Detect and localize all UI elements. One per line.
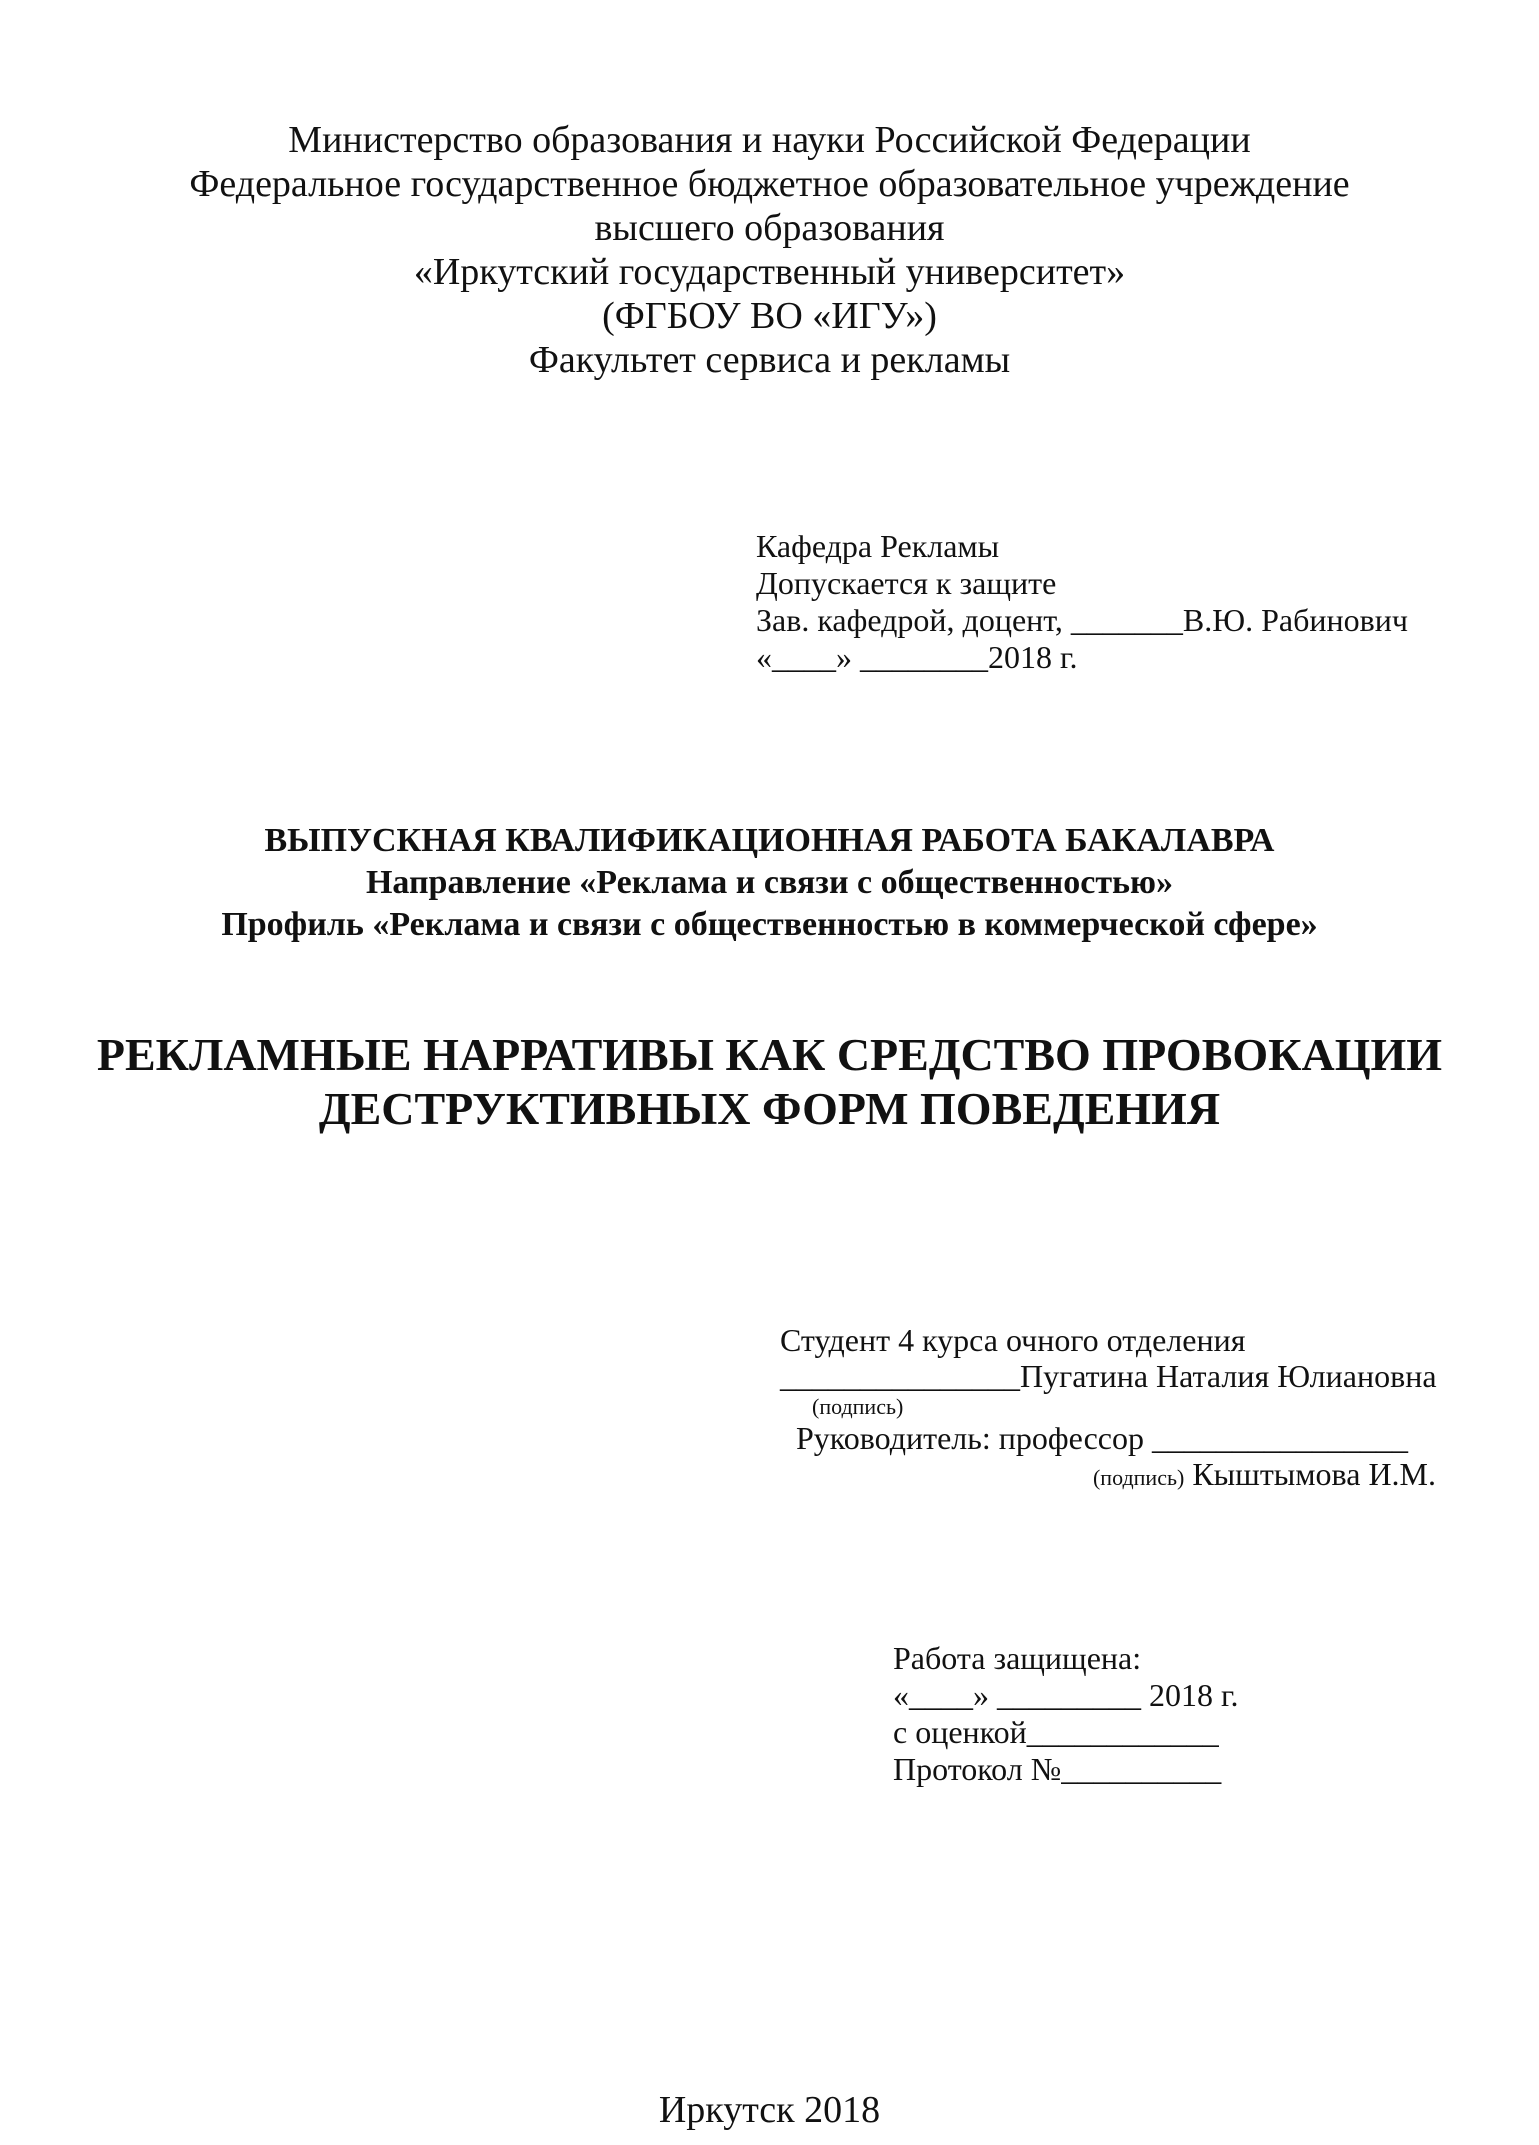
defense-date-line: «____» _________ 2018 г. [893, 1677, 1239, 1713]
city-year: Иркутск 2018 [658, 2089, 881, 2131]
student-block [780, 1322, 1480, 1492]
student-course-line: Студент 4 курса очного отделения [780, 1322, 1246, 1358]
admitted-line: Допускается к защите [756, 565, 1057, 601]
grade-line: с оценкой____________ [893, 1714, 1219, 1750]
thesis-title [0, 1028, 1539, 1136]
advisor-line: Руководитель: профессор ________________ [796, 1420, 1408, 1456]
abbreviation-line: (ФГБОУ ВО «ИГУ») [602, 295, 937, 337]
student-name-line: _______________Пугатина Наталия Юлиановна [780, 1358, 1437, 1394]
thesis-title-line-2: ДЕСТРУКТИВНЫХ ФОРМ ПОВЕДЕНИЯ [318, 1083, 1221, 1134]
defended-line: Работа защищена: [893, 1640, 1142, 1676]
approval-date-line: «____» ________2018 г. [756, 639, 1078, 675]
work-type-block [0, 820, 1539, 946]
thesis-title-line-1: РЕКЛАМНЫЕ НАРРАТИВЫ КАК СРЕДСТВО ПРОВОКАЦИИ [96, 1029, 1443, 1080]
work-type-line: ВЫПУСКНАЯ КВАЛИФИКАЦИОННАЯ РАБОТА БАКАЛАВРА [264, 822, 1275, 859]
university-line: «Иркутский государственный университет» [413, 251, 1126, 293]
institution-header [0, 118, 1539, 382]
student-signature-caption: (подпись) [812, 1394, 904, 1419]
profile-line: Профиль «Реклама и связи с общественностью в коммерческой сфере» [221, 906, 1318, 943]
department-line: Кафедра Рекламы [756, 528, 1000, 564]
advisor-signature-caption: (подпись) [1092, 1465, 1185, 1490]
institution-type-line: Федеральное государственное бюджетное образовательное учреждение [189, 163, 1350, 205]
advisor-signature-row [780, 1456, 1480, 1492]
faculty-line: Факультет сервиса и рекламы [528, 339, 1011, 381]
ministry-line: Министерство образования и науки Российской Федерации [288, 119, 1251, 161]
advisor-name: Кыштымова И.М. [1192, 1456, 1436, 1492]
education-level-line: высшего образования [594, 207, 945, 249]
approval-block [756, 528, 1408, 676]
department-head-line: Зав. кафедрой, доцент, _______В.Ю. Рабинович [756, 602, 1408, 638]
direction-line: Направление «Реклама и связи с общественностью» [365, 864, 1174, 901]
protocol-line: Протокол №__________ [893, 1751, 1222, 1787]
defense-block [893, 1640, 1239, 1788]
